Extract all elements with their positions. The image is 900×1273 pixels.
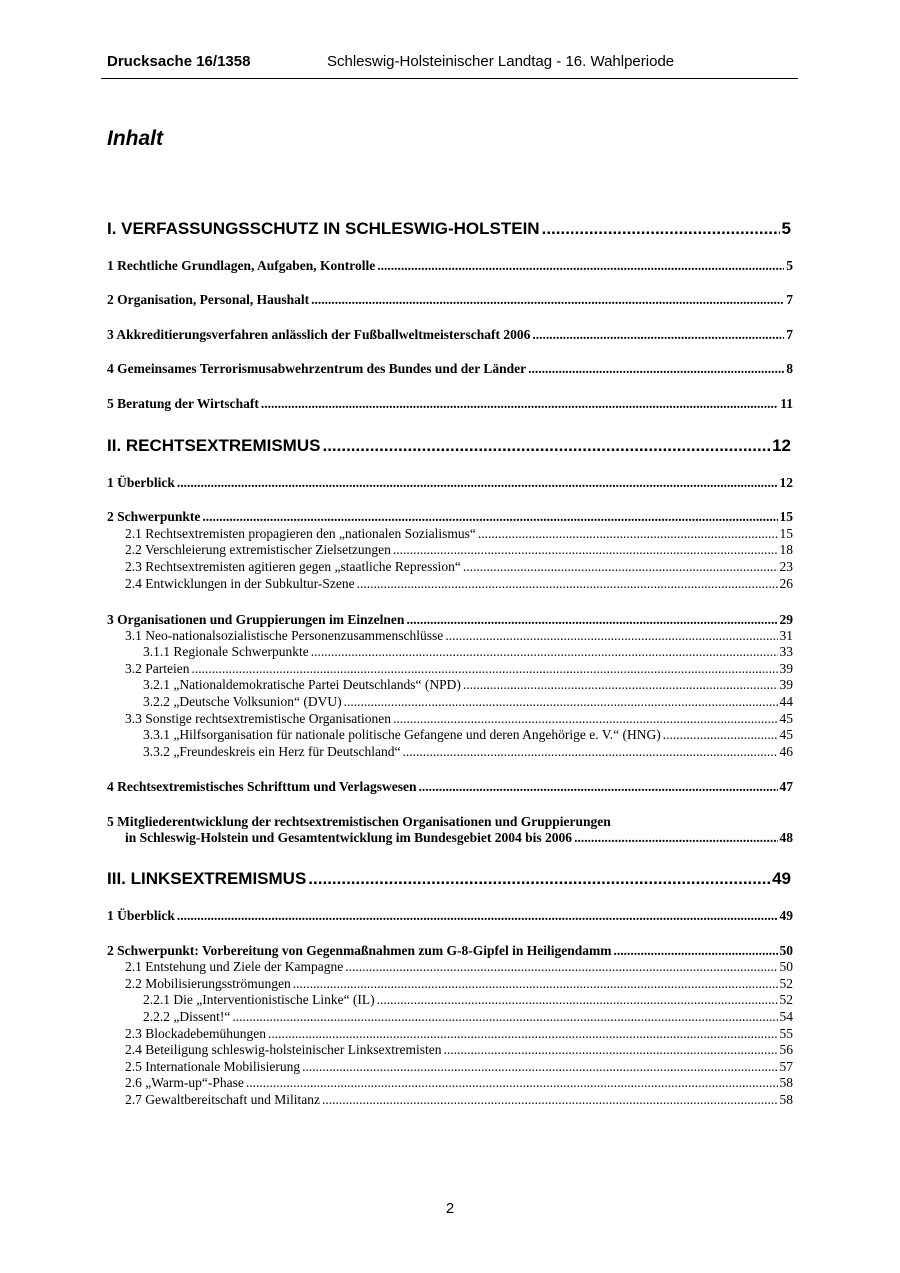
toc-leader bbox=[322, 436, 770, 456]
toc-leader bbox=[614, 943, 778, 959]
toc-leader bbox=[311, 644, 778, 660]
toc-entry[interactable] bbox=[107, 292, 793, 309]
toc-page: 26 bbox=[779, 576, 793, 591]
toc-entry[interactable] bbox=[107, 327, 793, 344]
toc-label: 2.3 Rechtsextremisten agitieren gegen „staatliche Repression“ bbox=[125, 559, 461, 574]
toc-label: 2.2.1 Die „Interventionistische Linke“ (IL) bbox=[143, 992, 375, 1007]
toc-label: 2.1 Entstehung und Ziele der Kampagne bbox=[125, 959, 344, 974]
toc-entry[interactable] bbox=[125, 559, 793, 576]
toc-leader bbox=[377, 258, 784, 274]
toc-entry[interactable] bbox=[125, 1042, 793, 1059]
toc-page: 7 bbox=[786, 327, 793, 342]
toc-page: 45 bbox=[779, 711, 793, 726]
toc-leader bbox=[177, 475, 778, 491]
toc-entry[interactable] bbox=[143, 677, 793, 694]
toc-leader bbox=[463, 677, 778, 693]
toc-label: 2.5 Internationale Mobilisierung bbox=[125, 1059, 301, 1074]
page-title: Inhalt bbox=[107, 127, 163, 150]
toc-leader bbox=[268, 1026, 778, 1042]
toc-leader bbox=[261, 396, 778, 412]
toc-entry[interactable] bbox=[107, 258, 793, 275]
toc-entry[interactable] bbox=[143, 744, 793, 761]
toc-label: 1 Überblick bbox=[107, 908, 175, 923]
toc-label: 3.1.1 Regionale Schwerpunkte bbox=[143, 644, 309, 659]
toc-page: 58 bbox=[779, 1075, 793, 1090]
toc-leader bbox=[246, 1075, 778, 1091]
toc-page: 39 bbox=[779, 661, 793, 676]
toc-leader bbox=[574, 830, 777, 846]
toc-page: 56 bbox=[779, 1042, 793, 1057]
toc-entry[interactable] bbox=[125, 1092, 793, 1109]
toc-leader bbox=[202, 509, 777, 525]
toc-page: 46 bbox=[779, 744, 793, 759]
toc-page: 29 bbox=[779, 612, 793, 627]
toc-entry[interactable] bbox=[107, 612, 793, 629]
toc-label: 2.1 Rechtsextremisten propagieren den „nationalen Sozialismus“ bbox=[125, 526, 476, 541]
toc-page: 52 bbox=[779, 976, 793, 991]
toc-section-3[interactable] bbox=[107, 869, 791, 891]
toc-label: 3.3.2 „Freundeskreis ein Herz für Deutschland“ bbox=[143, 744, 401, 759]
toc-entry[interactable] bbox=[125, 1075, 793, 1092]
toc-page: 5 bbox=[781, 219, 791, 238]
toc-entry[interactable] bbox=[143, 1009, 793, 1026]
toc-entry[interactable] bbox=[107, 779, 793, 796]
toc-entry[interactable] bbox=[107, 509, 793, 526]
toc-page: 44 bbox=[779, 694, 793, 709]
toc-label: 3.2.1 „Nationaldemokratische Partei Deutschlands“ (NPD) bbox=[143, 677, 461, 692]
toc-page: 12 bbox=[772, 436, 791, 455]
toc-page: 23 bbox=[779, 559, 793, 574]
toc-leader bbox=[344, 694, 778, 710]
toc-leader bbox=[377, 992, 778, 1008]
toc-label: 2.2 Mobilisierungsströmungen bbox=[125, 976, 291, 991]
toc-label: 2 Organisation, Personal, Haushalt bbox=[107, 292, 310, 307]
toc-page: 7 bbox=[786, 292, 793, 307]
toc-label: I. VERFASSUNGSSCHUTZ IN SCHLESWIG-HOLSTEIN bbox=[107, 219, 540, 238]
toc-leader bbox=[463, 559, 778, 575]
document-number: Drucksache 16/1358 bbox=[107, 53, 251, 70]
toc-label: 3.3 Sonstige rechtsextremistische Organisationen bbox=[125, 711, 391, 726]
toc-label: 4 Rechtsextremistisches Schrifttum und Verlagswesen bbox=[107, 779, 417, 794]
toc-section-2[interactable] bbox=[107, 436, 791, 458]
toc-page: 39 bbox=[779, 677, 793, 692]
toc-leader bbox=[232, 1009, 777, 1025]
toc-page: 49 bbox=[779, 908, 793, 923]
toc-leader bbox=[445, 628, 777, 644]
toc-leader bbox=[528, 361, 784, 377]
toc-label: II. RECHTSEXTREMISMUS bbox=[107, 436, 321, 455]
toc-entry[interactable] bbox=[125, 711, 793, 728]
toc-section-1[interactable] bbox=[107, 219, 791, 241]
toc-label: 2.3 Blockadebemühungen bbox=[125, 1026, 266, 1041]
toc-leader bbox=[393, 711, 778, 727]
toc-label: 2.7 Gewaltbereitschaft und Militanz bbox=[125, 1092, 320, 1107]
toc-leader bbox=[403, 744, 778, 760]
toc-leader bbox=[302, 1059, 777, 1075]
toc-leader bbox=[345, 959, 777, 975]
toc-entry[interactable] bbox=[125, 526, 793, 543]
toc-entry[interactable] bbox=[125, 542, 793, 559]
toc-entry[interactable] bbox=[125, 830, 793, 847]
toc-entry[interactable] bbox=[107, 396, 793, 413]
toc-leader bbox=[308, 869, 770, 889]
toc-leader bbox=[393, 542, 778, 558]
toc-entry[interactable] bbox=[125, 1026, 793, 1043]
toc-label: 5 Beratung der Wirtschaft bbox=[107, 396, 259, 411]
toc-entry[interactable] bbox=[107, 475, 793, 492]
toc-leader bbox=[478, 526, 778, 542]
toc-leader bbox=[322, 1092, 778, 1108]
toc-entry[interactable] bbox=[107, 908, 793, 925]
toc-leader bbox=[406, 612, 777, 628]
toc-page: 55 bbox=[779, 1026, 793, 1041]
toc-label: 1 Überblick bbox=[107, 475, 175, 490]
toc-entry[interactable] bbox=[107, 361, 793, 378]
toc-page: 58 bbox=[779, 1092, 793, 1107]
toc-page: 33 bbox=[779, 644, 793, 659]
toc-entry[interactable] bbox=[143, 727, 793, 744]
toc-page: 47 bbox=[779, 779, 793, 794]
toc-leader bbox=[311, 292, 784, 308]
toc-page: 15 bbox=[779, 509, 793, 524]
toc-leader bbox=[542, 219, 780, 239]
toc-page: 48 bbox=[779, 830, 793, 845]
toc-leader bbox=[443, 1042, 777, 1058]
toc-page: 31 bbox=[779, 628, 793, 643]
toc-entry[interactable] bbox=[125, 976, 793, 993]
toc-page: 52 bbox=[779, 992, 793, 1007]
toc-entry[interactable] bbox=[125, 959, 793, 976]
toc-label: in Schleswig-Holstein und Gesamtentwicklung im Bundesgebiet 2004 bis 2006 bbox=[125, 830, 573, 845]
toc-leader bbox=[293, 976, 778, 992]
toc-entry[interactable] bbox=[125, 576, 793, 593]
toc-entry[interactable] bbox=[125, 1059, 793, 1076]
toc-page: 8 bbox=[786, 361, 793, 376]
toc-leader bbox=[418, 779, 777, 795]
toc-label: 3.2.2 „Deutsche Volksunion“ (DVU) bbox=[143, 694, 342, 709]
toc-page: 15 bbox=[779, 526, 793, 541]
toc-page: 5 bbox=[786, 258, 793, 273]
toc-page: 12 bbox=[779, 475, 793, 490]
toc-entry[interactable] bbox=[107, 943, 793, 960]
toc-page: 50 bbox=[779, 943, 793, 958]
toc-label: 3 Akkreditierungsverfahren anlässlich der Fußballweltmeisterschaft 2006 bbox=[107, 327, 531, 342]
toc-entry[interactable] bbox=[125, 628, 793, 645]
page-number: 2 bbox=[445, 1200, 455, 1217]
toc-label: 3 Organisationen und Gruppierungen im Einzelnen bbox=[107, 612, 405, 627]
toc-page: 50 bbox=[779, 959, 793, 974]
toc-label-multiline[interactable]: 5 Mitgliederentwicklung der rechtsextremistischen Organisationen und Gruppierungen bbox=[107, 814, 611, 829]
toc-label: 3.3.1 „Hilfsorganisation für nationale politische Gefangene und deren Angehörige e. V.“ (HNG) bbox=[143, 727, 661, 742]
toc-entry[interactable] bbox=[125, 661, 793, 678]
toc-label: 2.2 Verschleierung extremistischer Zielsetzungen bbox=[125, 542, 391, 557]
toc-leader bbox=[177, 908, 778, 924]
toc-label: 4 Gemeinsames Terrorismusabwehrzentrum des Bundes und der Länder bbox=[107, 361, 527, 376]
toc-label: 2.4 Entwicklungen in der Subkultur-Szene bbox=[125, 576, 355, 591]
toc-label: 3.2 Parteien bbox=[125, 661, 190, 676]
toc-entry[interactable] bbox=[143, 644, 793, 661]
toc-label: 2.4 Beteiligung schleswig-holsteinischer Linksextremisten bbox=[125, 1042, 442, 1057]
toc-page: 45 bbox=[779, 727, 793, 742]
toc-entry[interactable] bbox=[143, 992, 793, 1009]
toc-page: 57 bbox=[779, 1059, 793, 1074]
header-title: Schleswig-Holsteinischer Landtag - 16. Wahlperiode bbox=[327, 53, 675, 70]
toc-page: 49 bbox=[772, 869, 791, 888]
toc-label: 3.1 Neo-nationalsozialistische Personenzusammenschlüsse bbox=[125, 628, 444, 643]
toc-leader bbox=[532, 327, 784, 343]
toc-label: 2 Schwerpunkt: Vorbereitung von Gegenmaßnahmen zum G-8-Gipfel in Heiligendamm bbox=[107, 943, 612, 958]
toc-leader bbox=[357, 576, 778, 592]
toc-page: 11 bbox=[780, 396, 793, 411]
toc-page: 54 bbox=[779, 1009, 793, 1024]
toc-label: III. LINKSEXTREMISMUS bbox=[107, 869, 307, 888]
toc-leader bbox=[663, 727, 778, 743]
toc-page: 18 bbox=[779, 542, 793, 557]
toc-leader bbox=[191, 661, 777, 677]
toc-label: 2.2.2 „Dissent!“ bbox=[143, 1009, 231, 1024]
toc-label: 2.6 „Warm-up“-Phase bbox=[125, 1075, 244, 1090]
toc-entry[interactable] bbox=[143, 694, 793, 711]
toc-label: 1 Rechtliche Grundlagen, Aufgaben, Kontrolle bbox=[107, 258, 376, 273]
toc-label: 2 Schwerpunkte bbox=[107, 509, 201, 524]
